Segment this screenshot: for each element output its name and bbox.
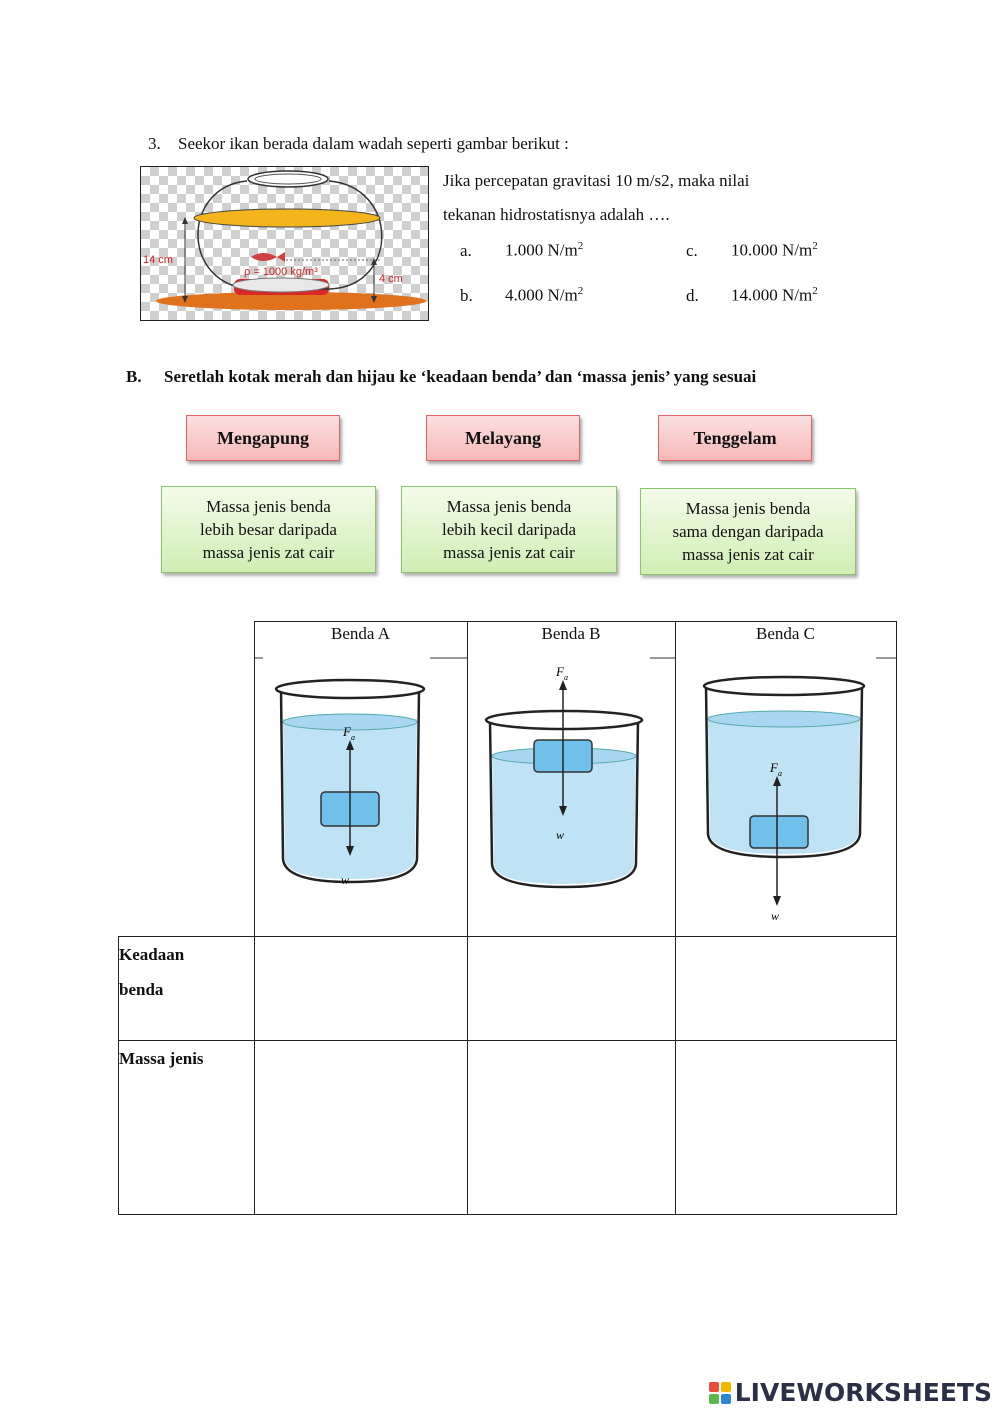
drop-zone-massa-c[interactable] [675,1041,896,1215]
section-title: Seretlah kotak merah dan hijau ke ‘keadaan benda’ dan ‘massa jenis’ yang sesuai [164,367,757,386]
drag-box-density-equal[interactable]: Massa jenis benda sama dengan daripada massa jenis zat cair [640,488,856,575]
drop-zone-keadaan-a[interactable] [254,937,467,1041]
drag-box-melayang[interactable]: Melayang [426,415,580,461]
section-b-instruction [126,367,756,387]
density-label: ρ = 1000 kg/m³ [244,266,318,278]
beaker-b-illustration [468,644,675,924]
header-benda-a: Benda A [330,624,391,643]
section-letter: B. [126,367,142,386]
option-value: 4.000 N/m [505,285,578,305]
option-exponent: 2 [577,240,584,252]
option-b [460,285,583,306]
column-benda-a [254,622,467,937]
logo-square-red [709,1382,719,1392]
option-letter: b. [460,285,473,305]
logo-square-yellow [721,1382,731,1392]
weight-label-b: w [555,828,564,842]
weight-label-c: w [770,909,779,923]
force-subscript: a [563,673,568,682]
question-text: Seekor ikan berada dalam wadah seperti gambar berikut : [178,134,569,153]
fishbowl-figure [140,166,429,321]
column-benda-b [467,622,675,937]
drag-box-tenggelam[interactable]: Tenggelam [658,415,812,461]
weight-label-a: w [340,873,349,887]
question-line-1: Jika percepatan gravitasi 10 m/s2, maka nilai [443,171,750,190]
question-number: 3. [148,134,161,153]
force-symbol: F [555,664,564,679]
logo-text: LIVEWORKSHEETS [734,1378,992,1407]
option-exponent: 2 [812,240,818,252]
height-arrow-head-top [182,217,188,224]
beaker-c-illustration [676,644,896,924]
header-benda-c: Benda C [755,624,816,643]
depth-label: 4 cm [379,273,403,285]
fish-icon [251,252,285,262]
drag-box-density-greater[interactable]: Massa jenis benda lebih besar daripada massa jenis zat cair [161,486,376,573]
option-d [686,285,818,306]
beaker-b-water [492,754,636,884]
beaker-c-water-surface [708,711,860,727]
option-c [686,240,818,261]
water-surface [194,209,380,227]
option-exponent: 2 [577,285,584,297]
row-label-massa-jenis: Massa jenis [119,1041,255,1215]
answer-table [118,621,897,1215]
drop-zone-keadaan-b[interactable] [467,937,675,1041]
drop-zone-massa-b[interactable] [467,1041,675,1215]
option-letter: c. [686,240,698,260]
row-label-keadaan-benda: Keadaan benda [119,937,255,1041]
drop-zone-massa-a[interactable] [254,1041,467,1215]
option-a [460,240,583,261]
force-subscript: a [350,733,355,742]
option-value: 14.000 N/m [731,285,813,305]
force-symbol: F [769,760,778,775]
height-label: 14 cm [143,254,173,266]
drag-box-mengapung[interactable]: Mengapung [186,415,340,461]
fishbowl-illustration [141,167,428,320]
column-benda-c [675,622,896,937]
beaker-a-illustration [255,644,467,924]
weight-arrow-head-c [773,896,781,906]
logo-square-blue [721,1394,731,1404]
option-value: 10.000 N/m [731,240,813,260]
bowl-rim [248,171,328,187]
option-letter: d. [686,285,699,305]
logo-square-green [709,1394,719,1404]
question-3-prompt [148,134,569,154]
option-exponent: 2 [812,285,818,297]
header-benda-b: Benda B [541,624,601,643]
drop-zone-keadaan-c[interactable] [675,937,896,1041]
drag-box-density-smaller[interactable]: Massa jenis benda lebih kecil daripada massa jenis zat cair [401,486,617,573]
question-line-2: tekanan hidrostatisnya adalah …. [443,205,670,224]
beaker-a-rim [276,680,424,698]
liveworksheets-logo [709,1378,992,1407]
table-corner [119,622,255,937]
beaker-c-rim [704,677,864,695]
logo-mark-icon [709,1382,731,1404]
buoyant-force-label-b [555,664,568,682]
force-symbol: F [342,724,351,739]
option-value: 1.000 N/m [505,240,578,260]
bowl-bottom [233,278,329,292]
object-c [750,816,808,848]
option-letter: a. [460,240,472,260]
beaker-b-rim [486,711,642,729]
force-subscript: a [777,769,782,778]
